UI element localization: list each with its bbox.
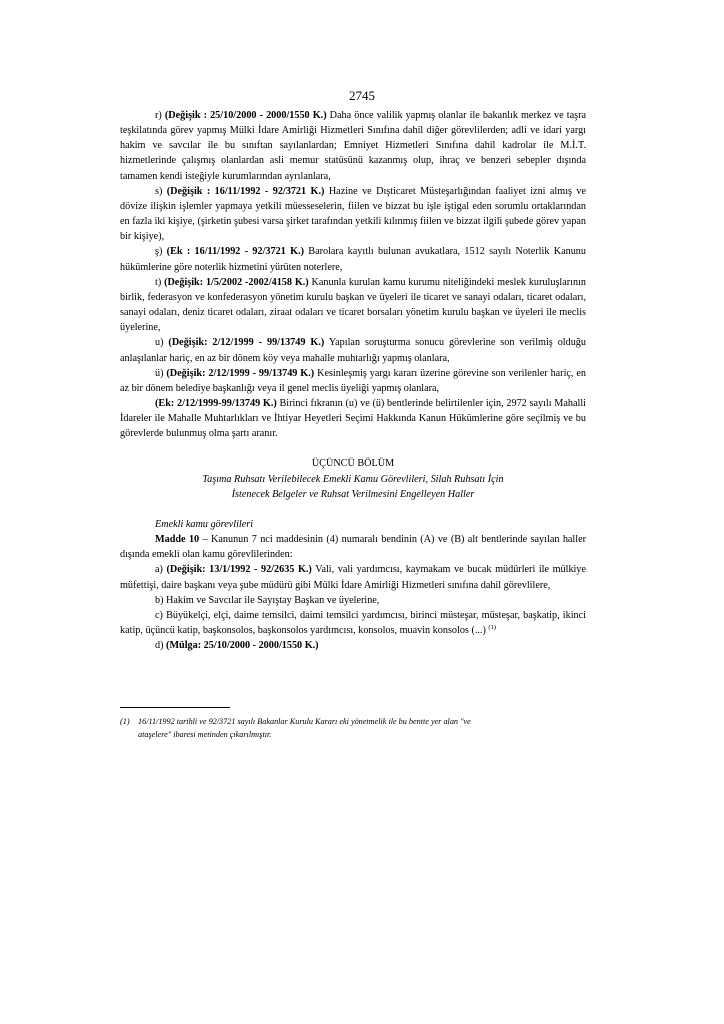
- article-item-c: c) Büyükelçi, elçi, daime temsilci, daimi temsilci yardımcısı, birinci müsteşar, müsteşar, başkatip, ikinci katip, üçüncü katip, başkonsolos, başkonsolos yardımcısı, konsolos, muavin konsolos (...) $^{(1)}$: [120, 609, 586, 636]
- amendment-note: (Mülga: 25/10/2000 - 2000/1550 K.): [166, 640, 319, 652]
- amendment-note: (Değişik : 16/11/1992 - 92/3721 K.): [166, 185, 325, 197]
- footnote-reference: (1): [488, 624, 497, 631]
- amendment-note: (Değişik: 2/12/1999 - 99/13749 K.): [166, 367, 315, 379]
- paragraph-r: r) (Değişik : 25/10/2000 - 2000/1550 K.) Daha önce valilik yapmış olanlar ile bakanlık merkez ve taşra teşkilatında görev yapmış Mülki İdare Amirliği Hizmetleri Sınıfına dahil diğer görevlilerden; adli ve idari yargı hakim ve savcılar ile bu sınıftan sayılanlardan; Emniyet Hizmetleri Sınıfına dahil kadrolar ile M.İ.T. hizmetlerinde çalışmış olanlardan asli memur statüsünü kazanmış olup, ihraç ve benzeri sebepler dışında tamamen kendi isteğiyle kurumlarından ayrılanlara,: [120, 110, 586, 182]
- article-item-b: b) Hakim ve Savcılar ile Sayıştay Başkan ve üyelerine,: [155, 594, 380, 606]
- spacer: [120, 441, 586, 456]
- document-body: [120, 108, 586, 653]
- section-subtitle-line-2: İstenecek Belgeler ve Ruhsat Verilmesini Engelleyen Haller: [231, 488, 475, 500]
- amendment-note: (Değişik: 1/5/2002 -2002/4158 K.): [164, 276, 309, 288]
- paragraph-u: u) (Değişik: 2/12/1999 - 99/13749 K.) Yapılan soruşturma sonucu görevlerine son verilmiş olduğu anlaşılanlar hariç, en az bir dönem köy veya mahalle muhtarlığı yapmış olanlara,: [120, 337, 586, 364]
- page-number: 2745: [349, 88, 375, 103]
- footnote-number: (1): [120, 717, 130, 726]
- paragraph-s-cedilla: ş) (Ek : 16/11/1992 - 92/3721 K.) Barolara kayıtlı bulunan avukatlara, 1512 sayılı Noterlik Kanunu hükümlerine göre noterlik hizmetini yürüten noterlere,: [120, 246, 586, 273]
- paragraph-addendum: (Ek: 2/12/1999-99/13749 K.) Birinci fıkranın (u) ve (ü) bentlerinde belirtilenler için, 2972 sayılı Mahalli İdareler ile Mahalle Muhtarlıkları ve İhtiyar Heyetleri Seçimi Hakkında Kanun Hükümlerine göre seçilmiş ve bu görevlerde bulunmuş olma şartı aranır.: [120, 397, 586, 440]
- spacer: [120, 502, 586, 517]
- article-intro: Madde 10 – Kanunun 7 nci maddesinin (4) numaralı bendinin (A) ve (B) alt bentlerinde sayılan haller dışında emekli olan kamu görevlilerinden:: [120, 534, 587, 561]
- amendment-note: (Ek: 2/12/1999-99/13749 K.): [155, 397, 277, 409]
- article-item-d: d) (Mülga: 25/10/2000 - 2000/1550 K.): [155, 640, 319, 652]
- amendment-note: (Değişik : 25/10/2000 - 2000/1550 K.): [164, 110, 327, 121]
- footnote: [120, 715, 586, 741]
- footnote-text-line-2: ataşelere" ibaresi metinden çıkarılmıştır.: [138, 730, 272, 739]
- amendment-note: (Değişik: 2/12/1999 - 99/13749 K.): [168, 337, 325, 349]
- footnote-text-line-1: 16/11/1992 tarihli ve 92/3721 sayılı Bakanlar Kurulu Kararı eki yönetmelik ile bu bentte yer alan "ve: [138, 717, 471, 726]
- amendment-note: (Ek : 16/11/1992 - 92/3721 K.): [166, 246, 304, 258]
- section-subtitle-line-1: Taşıma Ruhsatı Verilebilecek Emekli Kamu Görevlileri, Silah Ruhsatı İçin: [202, 473, 504, 485]
- article-item-a: a) (Değişik: 13/1/1992 - 92/2635 K.) Vali, vali yardımcısı, kaymakam ve bucak müdürleri ile mülkiye müfettişi, daire başkanı veya şube müdürü gibi Mülki İdare Amirliği Hizmetleri sınıfına dahil görevlilere,: [120, 564, 586, 591]
- paragraph-s: s) (Değişik : 16/11/1992 - 92/3721 K.) Hazine ve Dışticaret Müsteşarlığından faaliyet izni almış ve dövize ilişkin işlemler yapmaya yetkili müesseselerin, fiilen ve bizzat bu işle iştigal eden sorumlu ortaklarından en fazla iki kişiye, (şirketin şubesi varsa şirket tarafından yetkili kılınmış fiilen ve bizzat ilgili şubede görev yapan bir kişiye),: [120, 185, 587, 243]
- amendment-note: (Değişik: 13/1/1992 - 92/2635 K.): [166, 564, 312, 576]
- paragraph-u-umlaut: ü) (Değişik: 2/12/1999 - 99/13749 K.) Kesinleşmiş yargı kararı üzerine görevine son verilenler hariç, en az bir dönem belediye başkanlığı veya il genel meclis üyeliği yapmış olanlara,: [120, 367, 587, 394]
- article-label: Madde 10: [155, 534, 200, 546]
- paragraph-t: t) (Değişik: 1/5/2002 -2002/4158 K.) Kanunla kurulan kamu kurumu niteliğindeki meslek kuruluşlarının birlik, federasyon ve konfederasyon yönetim kurulu başkan ve üyeleri ile ticaret ve sanayi odaları, ticaret odaları, sanayi odaları, deniz ticaret odaları, ziraat odaları ve ticaret borsaları yönetim kurulu başkan ve üyeleri ile meclis üyelerine,: [120, 276, 586, 334]
- footnote-divider: [120, 707, 230, 708]
- section-title: ÜÇÜNCÜ BÖLÜM: [311, 458, 395, 470]
- article-heading: Emekli kamu görevlileri: [155, 518, 254, 530]
